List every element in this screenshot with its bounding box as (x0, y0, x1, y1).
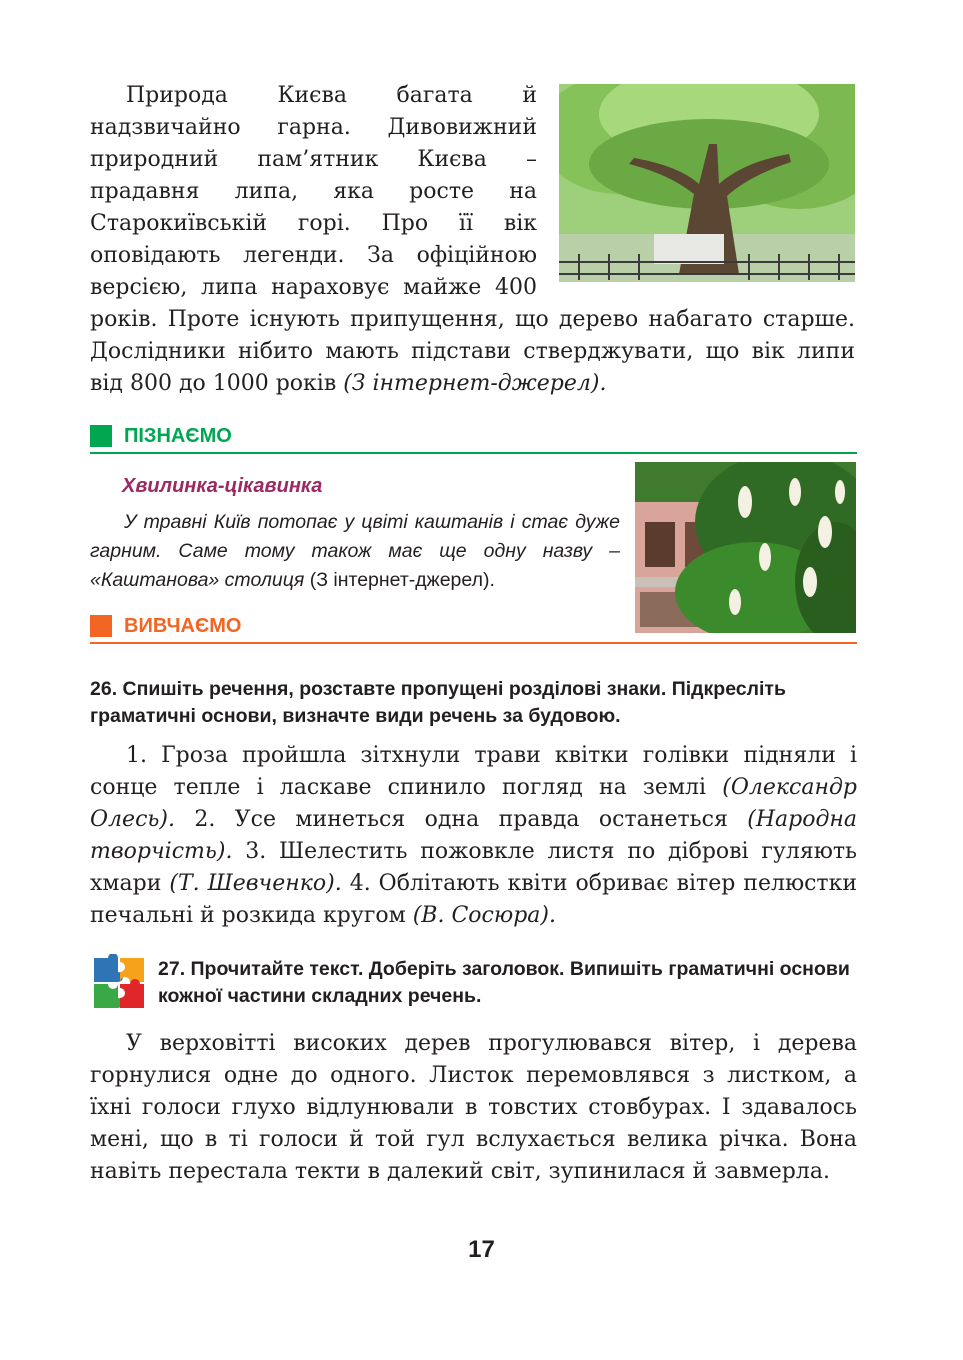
ex26-part: (В. Сосюра). (412, 903, 556, 928)
ex26-part: 4. Облітають квіти обриває вітер пелюстки печальні й розкида кругом (90, 871, 857, 928)
orange-square-marker (90, 615, 112, 637)
linden-tree-photo (559, 84, 855, 282)
puzzle-pieces-icon (90, 954, 148, 1012)
intro-source: (З інтернет-джерел). (343, 371, 607, 396)
section-study-rule (90, 642, 857, 644)
exercise-26-heading: 26. Спишіть речення, розставте пропущені розділові знаки. Підкресліть граматичні основи, визначте види речень за будовою. (90, 678, 786, 727)
exercise-27-heading: 27. Прочитайте текст. Доберіть заголовок. Випишіть граматичні основи кожної частини складних речень. (158, 958, 850, 1007)
intro-section (90, 80, 855, 400)
exercise-27-paragraph: У верховітті високих дерев прогулювався вітер, і дерева горнулися одне до одного. Листок перемовлявся з листком, а їхні голоси глухо відлунювали в товстих стовбурах. І здавалось мені, що в ті голоси й той гул вслухається велика річка. Вона навіть перестала текти в далекий світ, зупинилася й завмерла. (90, 1031, 857, 1184)
section-learn-label: ПІЗНАЄМО (124, 425, 232, 447)
ex26-part: (Народна творчість). (90, 807, 857, 864)
exercise-27-text (90, 1028, 857, 1188)
ex26-part: 3. Шелестить пожовкле листя по діброві гуляють хмари (90, 839, 857, 896)
fact-title: Хвилинка-цікавинка (122, 475, 323, 497)
section-heading-study (90, 611, 857, 641)
chestnut-blossom-photo (635, 462, 856, 633)
fact-source: (З інтернет-джерел). (304, 569, 495, 591)
page-number: 17 (468, 1236, 495, 1263)
ex26-part: 2. Усе минеться одна правда останеться (174, 807, 748, 832)
ex26-part: (Т. Шевченко). (169, 871, 342, 896)
ex26-part: 1. Гроза пройшла зітхнули трави квітки голівки підняли і сонце тепле і ласкаве спинило погляд на землі (90, 743, 857, 800)
green-square-marker (90, 425, 112, 447)
section-learn-rule (90, 452, 857, 454)
fact-box (90, 508, 620, 595)
exercise-26-text (90, 740, 857, 932)
section-study-label: ВИВЧАЄМО (124, 615, 242, 637)
section-heading-learn (90, 421, 857, 451)
intro-text: Природа Києва багата й надзвичайно гарна. Дивовижний природний пам’ятник Києва – прадавня липа, яка росте на Старокиївській горі. Про її вік оповідають легенди. За офіційною версією, липа нараховує майже 400 років. Проте існують припущення, що дерево набагато старше. Дослідники нібито мають підстави стверджувати, що вік липи від 800 до 1000 років (90, 83, 855, 396)
fact-text: У травні Київ потопає у цвіті каштанів і стає дуже гарним. Саме тому також має ще одну назву – «Каштанова» столиця (90, 511, 620, 591)
ex26-part: (Олександр Олесь). (90, 775, 857, 832)
